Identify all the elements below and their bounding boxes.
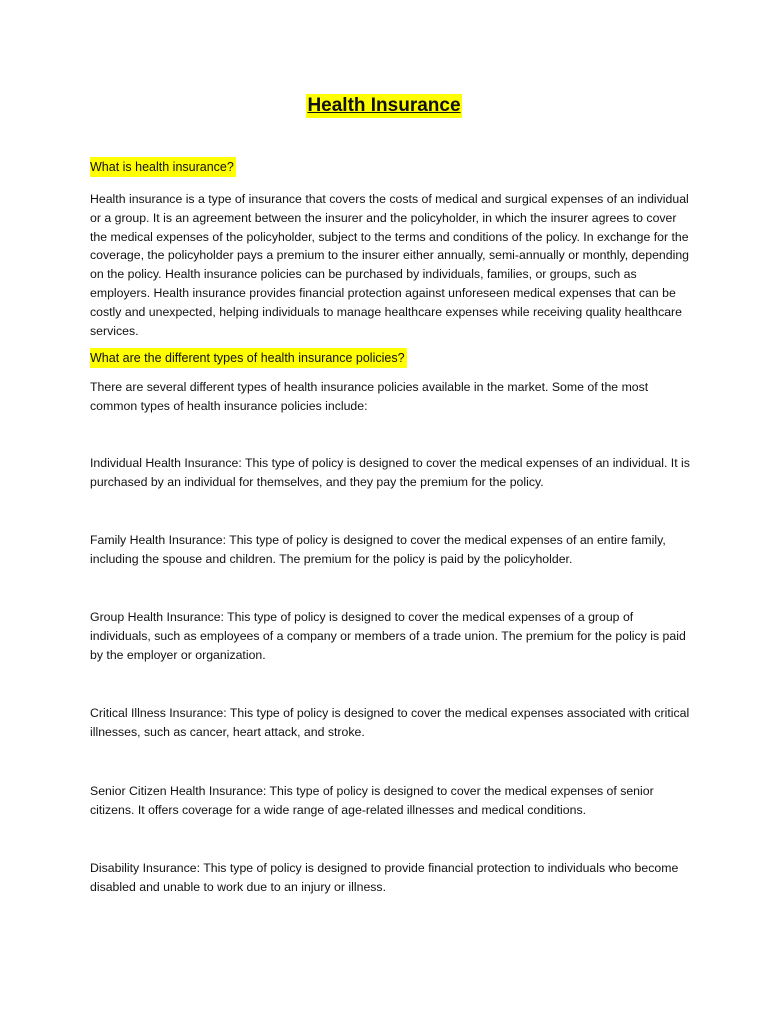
policy-item-critical-illness (90, 704, 690, 742)
title-container (0, 94, 768, 118)
section-types-body (90, 378, 690, 416)
policy-item-group (90, 608, 690, 664)
section-heading: What is health insurance? (90, 157, 236, 177)
policy-item-disability (90, 859, 690, 897)
document-title: Health Insurance (307, 95, 461, 116)
policy-paragraph: Group Health Insurance: This type of policy is designed to cover the medical expenses of a group of individuals, such as employees of a company or members of a trade union. The premium for the policy is paid by the employer or organization. (90, 610, 686, 662)
section-what-is-body (90, 190, 690, 340)
policy-item-individual (90, 454, 690, 492)
section-paragraph: There are several different types of health insurance policies available in the market. Some of the most common types of health insurance policies include: (90, 380, 649, 413)
policy-item-family (90, 531, 690, 569)
policy-paragraph: Critical Illness Insurance: This type of policy is designed to cover the medical expenses associated with critical illnesses, such as cancer, heart attack, and stroke. (90, 706, 690, 739)
policy-item-senior-citizen (90, 782, 690, 820)
section-heading: What are the different types of health insurance policies? (90, 348, 407, 368)
section-types (90, 348, 690, 368)
policy-paragraph: Senior Citizen Health Insurance: This type of policy is designed to cover the medical expenses of senior citizens. It offers coverage for a wide range of age-related illnesses and medical conditions. (90, 784, 654, 817)
policy-paragraph: Disability Insurance: This type of policy is designed to provide financial protection to individuals who become disabled and unable to work due to an injury or illness. (90, 861, 679, 894)
policy-paragraph: Individual Health Insurance: This type of policy is designed to cover the medical expenses of an individual. It is purchased by an individual for themselves, and they pay the premium for the policy. (90, 456, 690, 489)
section-paragraph: Health insurance is a type of insurance that covers the costs of medical and surgical expenses of an individual or a group. It is an agreement between the insurer and the policyholder, in which the insurer agrees to cover the medical expenses of the policyholder, subject to the terms and conditions of the policy. In exchange for the coverage, the policyholder pays a premium to the insurer either annually, semi-annually or monthly, depending on the policy. Health insurance policies can be purchased by individuals, families, or groups, such as employers. Health insurance provides financial protection against unforeseen medical expenses that can be costly and unexpected, helping individuals to manage healthcare expenses while receiving quality healthcare services. (90, 192, 690, 338)
section-what-is (90, 157, 690, 177)
policy-paragraph: Family Health Insurance: This type of policy is designed to cover the medical expenses of an entire family, including the spouse and children. The premium for the policy is paid by the policyholder. (90, 533, 666, 566)
